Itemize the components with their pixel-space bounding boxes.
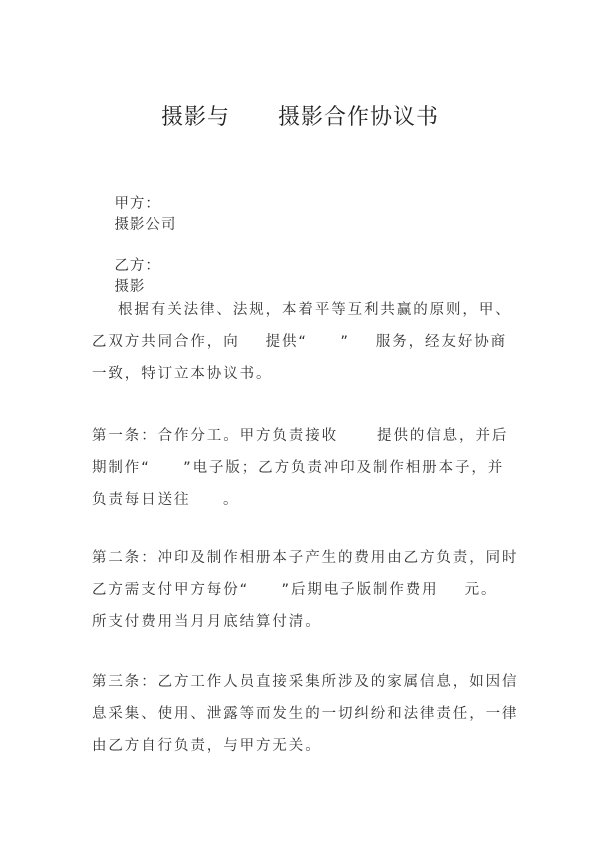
- article-line: 负责每日送往 。: [92, 492, 240, 508]
- article-line: 期制作“ ”电子版；乙方负责冲印及制作相册本子，并: [92, 460, 505, 476]
- party-b-value: 摄影: [114, 279, 146, 295]
- preamble-line: 根据有关法律、法规，本着平等互利共赢的原则，甲、: [92, 302, 512, 318]
- article-line: 乙方需支付甲方每份“ ”后期电子版制作费用 元。: [92, 582, 498, 598]
- preamble-paragraph: [92, 294, 512, 390]
- document-title: 摄影与 摄影合作协议书: [161, 105, 439, 130]
- preamble-line: 乙双方共同合作，向 提供“ ” 服务，经友好协商: [92, 334, 508, 350]
- article-3: [92, 666, 519, 762]
- article-1: [92, 420, 512, 516]
- party-a-label: 甲方：: [114, 196, 161, 212]
- article-line: 息采集、使用、泄露等而发生的一切纠纷和法律责任，一律: [92, 706, 519, 722]
- party-a-value: 摄影公司: [114, 217, 177, 233]
- article-line: 由乙方自行负责，与甲方无关。: [92, 738, 322, 754]
- article-line: 所支付费用当月月底结算付清。: [92, 614, 322, 630]
- article-line: 第一条：合作分工。甲方负责接收 提供的信息，并后: [92, 428, 509, 444]
- article-2: [92, 542, 519, 638]
- preamble-line: 一致，特订立本协议书。: [92, 366, 273, 382]
- party-b-label: 乙方：: [114, 258, 161, 274]
- article-line: 第三条：乙方工作人员直接采集所涉及的家属信息，如因信: [92, 674, 519, 690]
- article-line: 第二条：冲印及制作相册本子产生的费用由乙方负责，同时: [92, 550, 519, 566]
